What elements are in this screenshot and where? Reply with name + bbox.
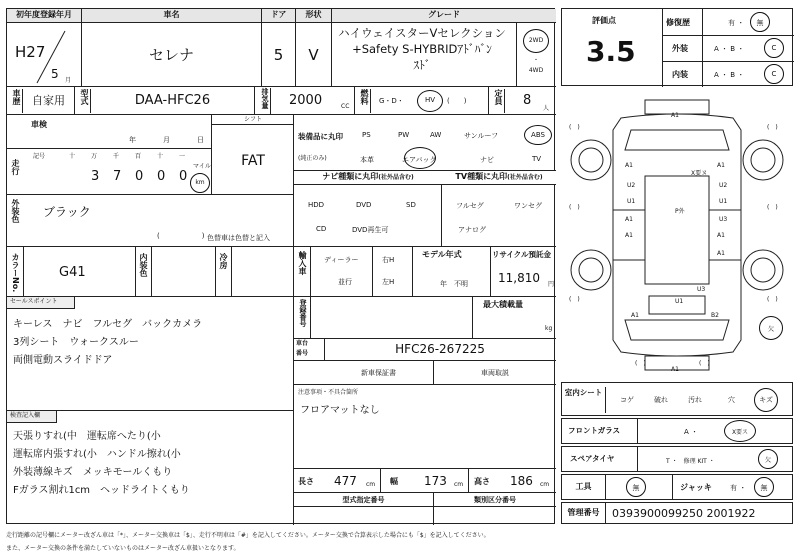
score-row-sep1	[662, 35, 794, 36]
digit-h5: 十	[157, 153, 164, 160]
mark-u1-l: U1	[627, 198, 636, 205]
nav-hdd: HDD	[308, 201, 325, 209]
digit-4: 0	[157, 169, 166, 184]
color-no-sep3	[151, 247, 152, 297]
inspector-label: 検査記入欄	[7, 411, 57, 423]
registration-block	[294, 297, 556, 339]
jack-options: 有 ・	[730, 484, 747, 492]
management-value: 0393900099250 2001922	[612, 507, 756, 520]
notes-block	[294, 385, 556, 469]
windshield-options: A ・	[684, 428, 699, 436]
width-value: 173	[424, 474, 447, 488]
model-label: 型式	[75, 89, 91, 113]
displacement-cell	[271, 87, 355, 115]
digit-h1: 十	[69, 153, 76, 160]
digit-5: 0	[179, 169, 188, 184]
recycle-value: 11,810	[498, 271, 540, 285]
mark-a1-l3: A1	[625, 232, 633, 239]
mark-u1-r: U1	[719, 198, 728, 205]
chassis-label: 車台番号	[296, 340, 309, 357]
spare-row	[561, 446, 793, 472]
grade-line3: ｽﾄﾞ	[413, 58, 431, 72]
selling-points-block	[7, 297, 294, 411]
import-dealer: ディーラー	[324, 256, 359, 264]
displacement-value: 2000	[289, 93, 323, 108]
cc-unit: CC	[341, 103, 350, 110]
color-paren: ( )	[157, 232, 205, 240]
equip-nav: ナビ	[480, 156, 494, 164]
model-year-label: モデル年式	[422, 250, 462, 259]
person-unit: 人	[543, 105, 550, 112]
height-label: 高さ	[474, 477, 490, 486]
shift-value: FAT	[241, 153, 265, 169]
manual-label: 車両取説	[481, 369, 509, 377]
score-value: 3.5	[586, 35, 636, 68]
inspector-line-4: Fガラス割れ1cm ヘッドライトくもり	[13, 485, 190, 496]
paren-8: ( )	[699, 360, 710, 367]
first-reg-header: 初年度登録年月	[7, 9, 82, 23]
seat-kizu: キズ	[759, 396, 773, 404]
mark-a1-bottom: A1	[671, 366, 679, 373]
length-label: 長さ	[298, 477, 314, 486]
fuel-cell	[371, 87, 489, 115]
grade-header: グレード	[332, 9, 556, 23]
notes-label: 注意事項・不具合箇所	[298, 389, 359, 396]
mile-label: マイル	[193, 163, 211, 170]
import-left-h: 左H	[382, 278, 395, 286]
mark-b2-rear: B2	[711, 312, 719, 319]
interior-color-label: 内装色	[139, 253, 148, 277]
inspector-block	[7, 411, 294, 525]
nav-dvd-play: DVD再生可	[352, 226, 389, 234]
score-col-sep	[702, 9, 703, 87]
windshield-selected: X要ス	[731, 429, 749, 436]
capacity-label: 定員	[489, 89, 505, 113]
fuel-hv: HV	[424, 96, 436, 104]
shaken-block	[7, 115, 212, 149]
mark-a1-l1: A1	[625, 162, 633, 169]
first-reg-era: H27	[15, 43, 46, 61]
color-no-sep2	[135, 247, 136, 297]
seat-koge: コゲ	[620, 396, 634, 404]
import-block	[294, 247, 556, 297]
jack-selected: 無	[760, 484, 768, 492]
vehicle-class-label: 車歴	[7, 89, 23, 113]
selling-line-1: キーレス ナビ フルセグ バックカメラ	[13, 319, 203, 330]
shaken-day-unit: 日	[197, 136, 204, 144]
interior-options: A ・ B ・	[714, 71, 745, 79]
windshield-row	[561, 418, 793, 444]
vehicle-class-value: 自家用	[23, 87, 75, 115]
main-form	[6, 8, 555, 524]
type-block	[294, 493, 556, 525]
tools-sep	[672, 475, 673, 499]
footer-line-2: また、メーター交換の条件を満たしていないものはメーター改ざん車扱いとなります。	[6, 545, 240, 552]
repair-options: 有 ・	[728, 19, 745, 27]
mark-a1-r2: A1	[717, 232, 725, 239]
doors-header: ドア	[262, 9, 296, 23]
registration-label: 登録番号	[299, 299, 307, 327]
paren-4: ( )	[767, 204, 778, 211]
nav-header-sub: (社外品含む)	[378, 174, 414, 181]
first-reg-cell	[7, 23, 82, 87]
equip-airbag: エアバック	[402, 156, 437, 164]
import-sep1	[310, 247, 311, 297]
tools-selected: 無	[632, 484, 640, 492]
spare-label: スペアタイヤ	[562, 447, 638, 471]
equip-aw: AW	[430, 131, 442, 139]
mark-a1-top: A1	[671, 112, 679, 119]
equip-sunroof: サンルーフ	[464, 132, 499, 140]
tools-label: 工具	[562, 475, 606, 499]
car-name-value: セレナ	[82, 23, 262, 87]
notes-text: フロアマットなし	[300, 405, 380, 416]
displacement-label: 排気量	[255, 88, 271, 114]
car-outline-svg	[561, 90, 793, 380]
type-designation-label: 型式指定番号	[294, 493, 434, 507]
mark-a1-r1: A1	[717, 162, 725, 169]
color-no-sep5	[231, 247, 232, 297]
model-year-value: 年 不明	[440, 280, 468, 288]
seat-yogore: 汚れ	[688, 396, 702, 404]
model-value: DAA-HFC26	[91, 87, 255, 115]
mark-u2-l: U2	[627, 182, 636, 189]
equip-tv: TV	[532, 155, 542, 163]
selling-line-2: 3列シート ウォークスルー	[13, 337, 139, 348]
import-label: 輸入車	[298, 251, 307, 275]
shift-block	[212, 115, 294, 195]
exterior-selected: C	[771, 44, 777, 52]
shift-label: シフト	[212, 115, 294, 125]
dim-sep2	[468, 469, 469, 493]
interior-selected: C	[771, 70, 777, 78]
repair-selected: 無	[756, 19, 764, 27]
inspector-line-2: 運転席内張すれ(小 ハンドル擦れ(小	[13, 449, 181, 460]
tv-block	[442, 171, 556, 247]
seat-ana: 穴	[728, 396, 735, 404]
equip-pw: PW	[398, 131, 410, 139]
type-sep	[433, 507, 434, 525]
score-row-sep2	[662, 61, 794, 62]
management-label: 管理番号	[562, 503, 606, 523]
mark-x-roof: X要ヌ	[691, 170, 708, 177]
drive-box	[516, 23, 556, 87]
color-no-sep	[23, 247, 24, 297]
repair-label: 修復歴	[666, 18, 690, 27]
color-no-value: G41	[59, 265, 86, 280]
mark-a1-r3: A1	[717, 250, 725, 257]
tv-analog: アナログ	[458, 226, 486, 234]
mileage-block	[7, 149, 212, 195]
chassis-block	[294, 339, 556, 361]
seat-label: 室内シート	[562, 387, 606, 413]
digit-h4: 百	[135, 153, 142, 160]
spare-options: T ・ 修理 KIT ・	[666, 458, 715, 465]
nav-dvd: DVD	[356, 201, 372, 209]
docs-block	[294, 361, 556, 385]
height-value: 186	[510, 474, 533, 488]
kyu-label: 欠	[767, 326, 774, 333]
equip-abs: ABS	[531, 131, 545, 139]
nav-header	[294, 171, 442, 185]
dim-sep1	[380, 469, 381, 493]
length-unit: cm	[366, 481, 376, 488]
score-sep	[662, 9, 663, 87]
equip-leather: 本革	[360, 156, 374, 164]
digit-h6: 一	[179, 153, 186, 160]
first-reg-month: 5	[51, 67, 59, 81]
shaken-year-unit: 年	[129, 136, 136, 144]
jack-label: ジャッキ	[680, 483, 712, 492]
tv-header	[442, 171, 556, 185]
color-label: 外装色	[11, 199, 20, 223]
nav-header-text: ナビ種類に丸印	[322, 172, 379, 181]
car-name-header: 車名	[82, 9, 262, 23]
drive-dot: ・	[532, 57, 539, 64]
grade-line1: ハイウェイスターVセレクション	[338, 26, 506, 40]
fuel-paren: ( )	[447, 97, 467, 105]
selling-points-label: セールスポイント	[7, 297, 75, 309]
ac-label: 冷房	[219, 253, 228, 269]
exterior-options: A ・ B ・	[714, 45, 745, 53]
import-parallel: 並行	[338, 278, 352, 286]
drive-2wd: 2WD	[528, 37, 544, 44]
shaken-month-unit: 月	[163, 136, 170, 144]
nav-cd: CD	[316, 225, 327, 233]
paren-6: ( )	[767, 296, 778, 303]
warranty-label: 新車保証書	[324, 361, 434, 385]
yen-unit: 円	[548, 281, 555, 288]
capacity-value: 8	[523, 93, 532, 108]
seat-yabure: 破れ	[654, 396, 668, 404]
category-label: 類別区分番号	[434, 493, 556, 507]
exterior-label: 外装	[672, 44, 688, 53]
selling-line-3: 両側電動スライドドア	[13, 355, 113, 366]
tv-oneseg: ワンセグ	[514, 202, 542, 210]
fuel-label: 燃料	[355, 89, 371, 113]
equip-ps: PS	[362, 131, 371, 139]
mileage-sub-label: 記号	[33, 153, 46, 160]
import-sep2	[372, 247, 373, 297]
import-sep4	[490, 247, 491, 297]
paren-2: ( )	[767, 124, 778, 131]
color-no-block	[7, 247, 294, 297]
tv-header-text: TV種類に丸印	[455, 172, 508, 181]
shape-value: V	[296, 23, 332, 87]
fuel-options: G・D・	[379, 97, 404, 105]
import-sep3	[412, 247, 413, 297]
recycle-label: リサイクル預託金	[492, 250, 551, 259]
grade-cell	[332, 23, 556, 87]
mileage-label: 走行	[11, 159, 20, 175]
color-block	[7, 195, 294, 247]
km-label: km	[195, 179, 205, 186]
digit-3: 0	[135, 169, 144, 184]
color-note: 色替車は色替と記入	[207, 234, 270, 242]
mark-u2-r: U2	[719, 182, 728, 189]
paren-1: ( )	[569, 124, 580, 131]
spare-selected: 欠	[764, 457, 771, 464]
capacity-cell	[505, 87, 556, 115]
equipment-sub-label: (純正のみ)	[298, 155, 327, 162]
score-label: 評価点	[592, 16, 616, 25]
mark-u3-r: U3	[719, 216, 728, 223]
drive-4wd: 4WD	[528, 67, 544, 74]
score-block	[561, 8, 793, 86]
digit-2: 7	[113, 169, 122, 184]
first-reg-month-unit: 月	[65, 77, 72, 84]
length-value: 477	[334, 474, 357, 488]
mark-p-roof: P外	[675, 208, 685, 215]
doors-value: 5	[262, 23, 296, 87]
shaken-label: 車検	[31, 120, 47, 129]
width-label: 幅	[390, 477, 398, 486]
nav-block	[294, 171, 442, 247]
digit-h3: 千	[113, 153, 120, 160]
chassis-value: HFC26-267225	[395, 342, 485, 356]
mark-u3-rear: U3	[697, 286, 706, 293]
paren-7: ( )	[635, 360, 646, 367]
grade-line2: +Safety S-HYBRIDｱﾄﾞﾊﾞﾝ	[352, 42, 492, 56]
mark-u1-rear: U1	[675, 298, 684, 305]
equipment-label: 装備品に丸印	[298, 132, 343, 141]
tools-row	[561, 474, 793, 500]
car-diagram	[561, 90, 793, 380]
max-load-label: 最大積載量	[483, 300, 523, 309]
windshield-label: フロントガラス	[562, 419, 638, 443]
tv-fullseg: フルセグ	[456, 202, 484, 210]
import-right-h: 右H	[382, 256, 395, 264]
interior-label: 内装	[672, 70, 688, 79]
digit-1: 3	[91, 169, 100, 184]
mark-a1-l2: A1	[625, 216, 633, 223]
shape-header: 形状	[296, 9, 332, 23]
inspector-line-3: 外装薄線キズ メッキモールくもり	[13, 467, 173, 478]
kg-unit: kg	[545, 325, 553, 332]
inspector-line-1: 天張りすれ(中 運転席へたり(小	[13, 431, 161, 442]
mark-a1-rear: A1	[631, 312, 639, 319]
tv-header-sub: (社外品含む)	[507, 174, 543, 181]
footer-line-1: 走行距離の記号欄にメーター改ざん車は「*」、メーター交換車は「$」、走行不明車は「#」を記入してください。メーター交換で合算表示した場合にも「$」を記入してください。	[6, 532, 490, 539]
color-no-sep4	[215, 247, 216, 297]
width-unit: cm	[454, 481, 464, 488]
digit-h2: 万	[91, 153, 98, 160]
equipment-block	[294, 115, 556, 171]
color-no-label: カラーNo.	[11, 253, 20, 293]
max-load-cell	[472, 297, 556, 339]
dimensions-block	[294, 469, 556, 493]
nav-sd: SD	[406, 201, 416, 209]
management-row	[561, 502, 793, 524]
height-unit: cm	[540, 481, 550, 488]
paren-3: ( )	[569, 204, 580, 211]
registration-sep	[310, 297, 311, 339]
seat-row	[561, 382, 793, 416]
paren-5: ( )	[569, 296, 580, 303]
color-value: ブラック	[43, 205, 91, 219]
